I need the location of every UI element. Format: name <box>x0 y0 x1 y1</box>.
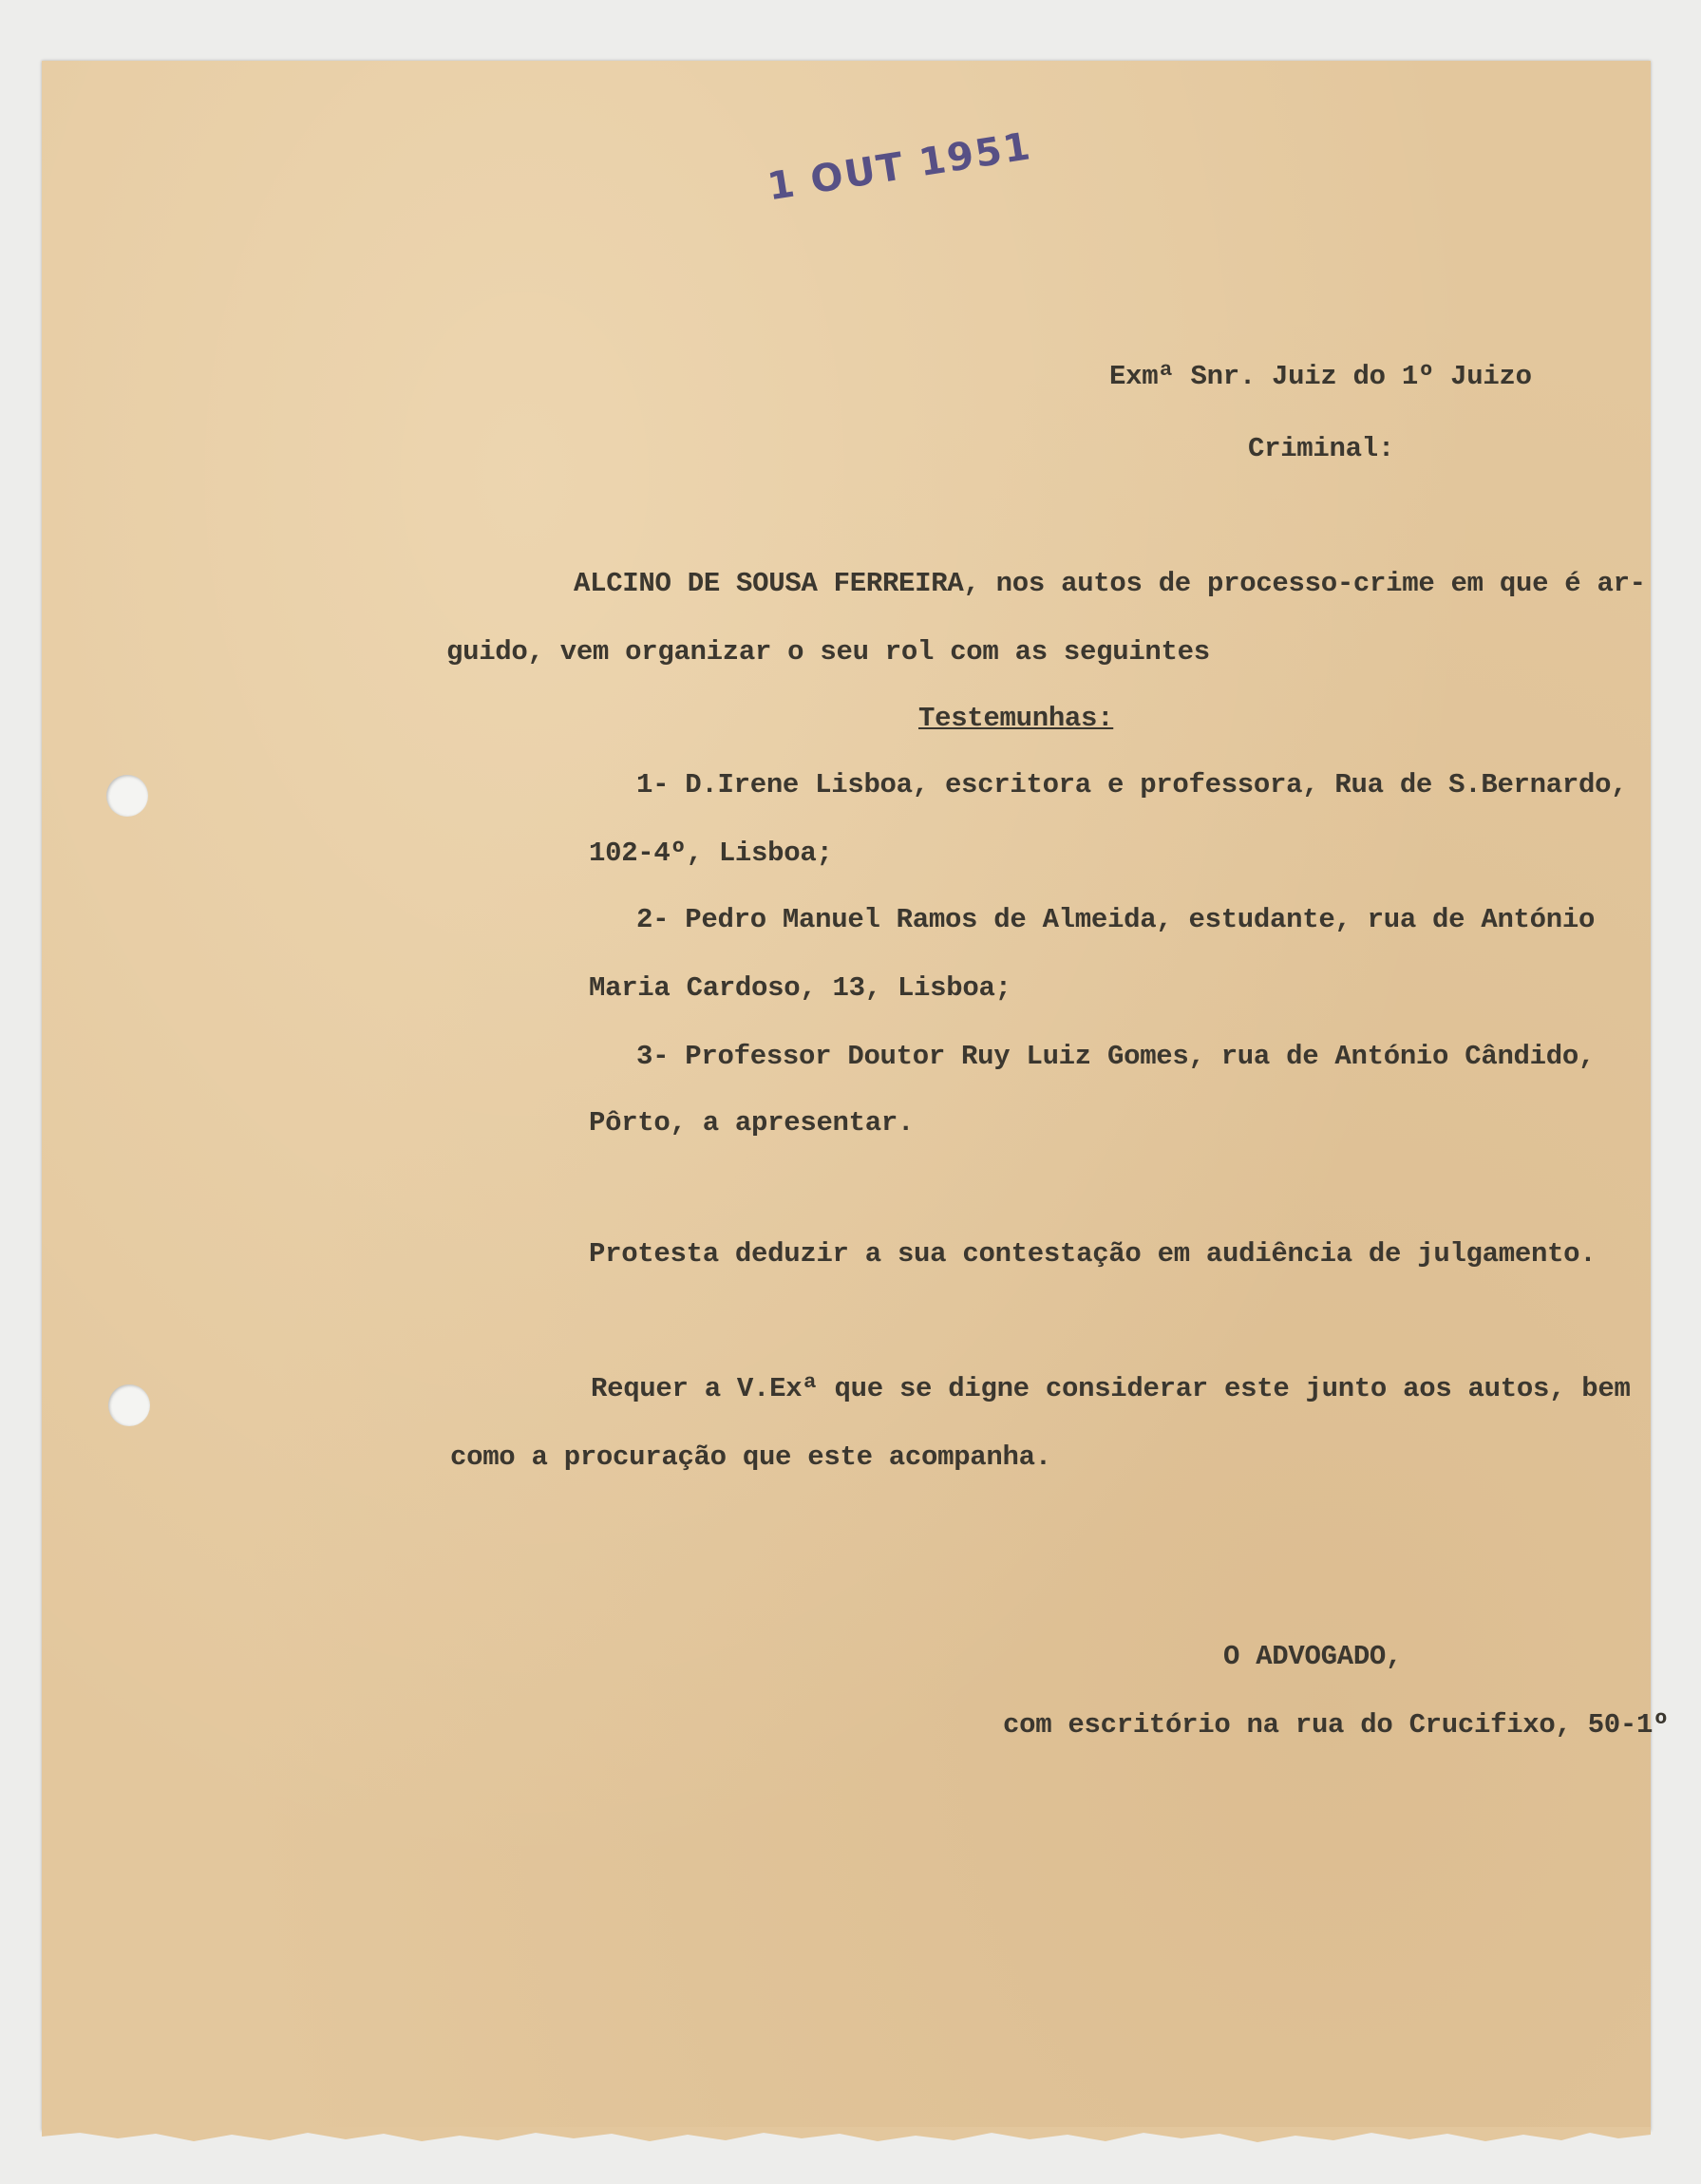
punch-hole-bottom <box>108 1384 150 1426</box>
punch-hole-top <box>106 775 148 817</box>
witness-3-line-1: 3- Professor Doutor Ruy Luiz Gomes, rua de António Cândido, <box>636 1041 1596 1072</box>
request-line-2: como a procuração que este acompanha. <box>450 1441 1051 1473</box>
witness-2-line-1: 2- Pedro Manuel Ramos de Almeida, estudante, rua de António <box>636 904 1596 935</box>
witnesses-heading: Testemunhas: <box>918 703 1114 734</box>
address-line-1: Exmª Snr. Juiz do 1º Juizo <box>1109 361 1532 392</box>
witness-1-line-2: 102-4º, Lisboa; <box>589 838 833 869</box>
witness-1-line-1: 1- D.Irene Lisboa, escritora e professora, Rua de S.Bernardo, <box>636 769 1628 800</box>
address-line-2: Criminal: <box>1248 433 1394 464</box>
intro-line-2: guido, vem organizar o seu rol com as seguintes <box>446 636 1210 668</box>
torn-bottom-edge <box>42 2127 1651 2144</box>
signature-title: O ADVOGADO, <box>1223 1641 1403 1672</box>
date-stamp: 1 OUT 1951 <box>765 124 1035 210</box>
signature-office: com escritório na rua do Crucifixo, 50-1º <box>1003 1709 1670 1741</box>
intro-line-1: ALCINO DE SOUSA FERREIRA, nos autos de processo-crime em que é ar- <box>574 568 1646 599</box>
witness-2-line-2: Maria Cardoso, 13, Lisboa; <box>589 972 1011 1004</box>
protest-paragraph: Protesta deduzir a sua contestação em audiência de julgamento. <box>589 1238 1597 1270</box>
witness-3-line-2: Pôrto, a apresentar. <box>589 1107 915 1139</box>
request-line-1: Requer a V.Exª que se digne considerar este junto aos autos, bem <box>591 1373 1631 1404</box>
